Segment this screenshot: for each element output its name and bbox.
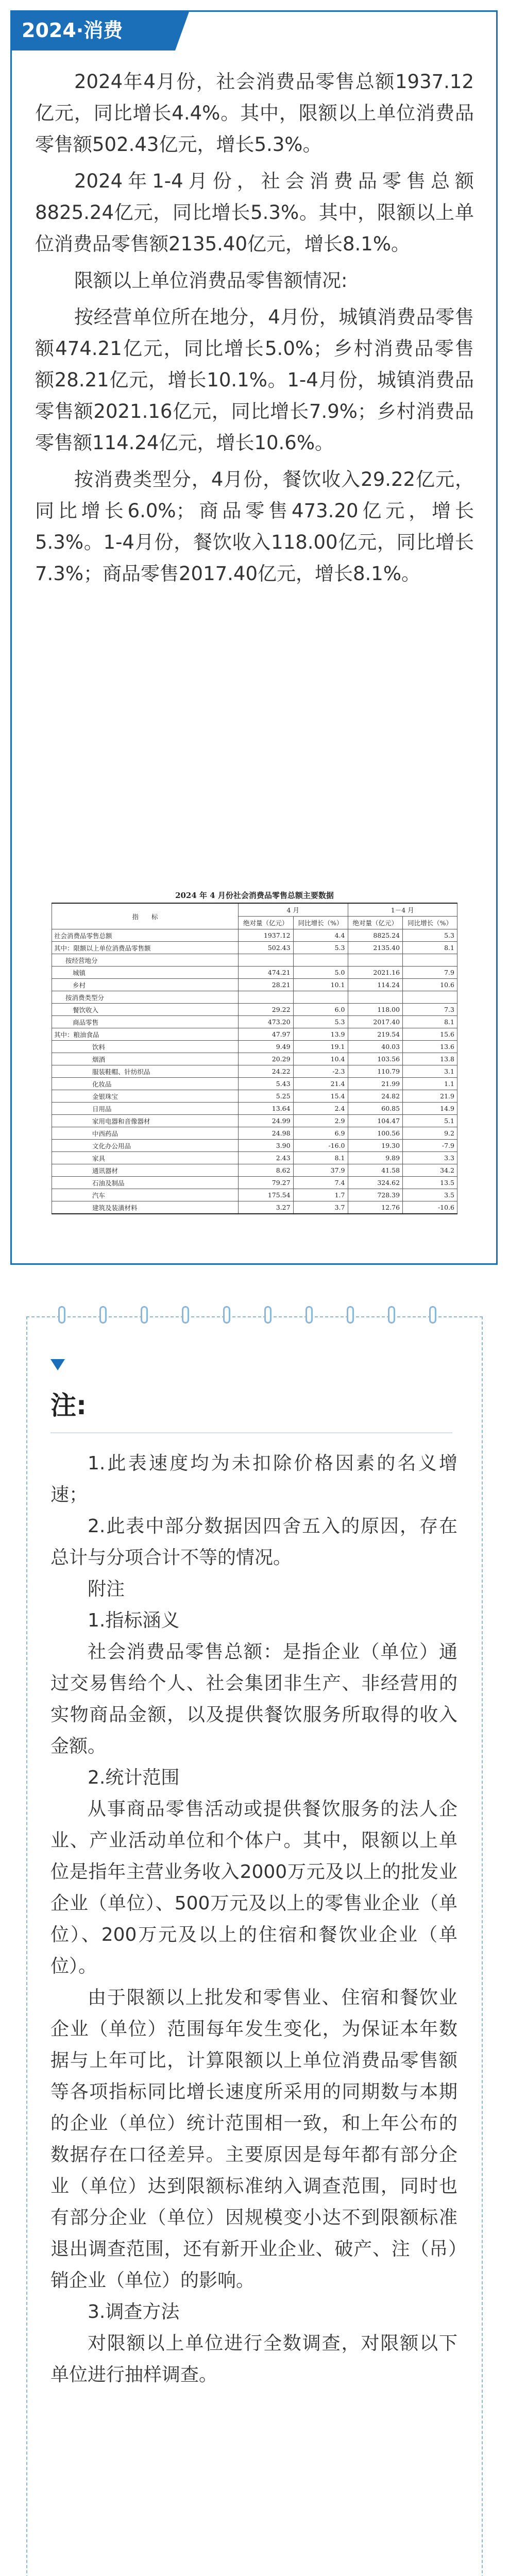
cell-value: 13.64 xyxy=(239,1103,294,1115)
cell-value: 6.0 xyxy=(293,1004,348,1016)
cell-value: 5.25 xyxy=(239,1090,294,1103)
cell-value: 2135.40 xyxy=(348,942,403,954)
cell-value: 118.00 xyxy=(348,1004,403,1016)
cell-value: 60.85 xyxy=(348,1103,403,1115)
cell-value: 502.43 xyxy=(239,942,294,954)
row-label: 服装鞋帽、针纺织品 xyxy=(52,1065,239,1078)
row-label: 饮料 xyxy=(52,1041,239,1053)
table-row xyxy=(52,1127,457,1140)
binder-ring xyxy=(388,1306,395,1324)
note-paragraph: 从事商品零售活动或提供餐饮服务的法人企业、产业活动单位和个体户。其中，限额以上单位是指年主营业务收入2000万元及以上的批发业企业（单位）、500万元及以上的零售业企业（单位）、200万元及以上的住宿和餐饮业企业（单位）。 xyxy=(50,1799,457,1977)
row-label: 烟酒 xyxy=(52,1053,239,1065)
cell-value: 8.1 xyxy=(403,1016,457,1028)
paragraph: 2024年1-4月份，社会消费品零售总额8825.24亿元，同比增长5.3%。其中，限额以上单位消费品零售额2135.40亿元，增长8.1%。 xyxy=(35,170,474,255)
cell-value: 473.20 xyxy=(239,1016,294,1028)
cell-value xyxy=(348,954,403,967)
cell-value: 14.9 xyxy=(403,1103,457,1115)
data-table xyxy=(52,903,457,1214)
note-title: 注: xyxy=(50,1391,87,1420)
cell-value xyxy=(239,991,294,1004)
row-label: 社会消费品零售总额 xyxy=(52,929,239,942)
cell-value: 10.4 xyxy=(293,1053,348,1065)
binder-ring xyxy=(99,1306,107,1324)
cell-value: 21.99 xyxy=(348,1078,403,1090)
cell-value: 15.6 xyxy=(403,1028,457,1041)
row-label: 文化办公用品 xyxy=(52,1140,239,1152)
note-paragraph: 1.此表速度均为未扣除价格因素的名义增速； xyxy=(50,1453,457,1505)
cell-value: 1.1 xyxy=(403,1078,457,1090)
cell-value: 324.62 xyxy=(348,1177,403,1189)
note-paragraph: 3.调查方法 xyxy=(88,2301,180,2323)
cell-value: 5.43 xyxy=(239,1078,294,1090)
note-paragraph: 1.指标涵义 xyxy=(88,1610,180,1631)
cell-value: 8.1 xyxy=(403,942,457,954)
cell-value: 2021.16 xyxy=(348,967,403,979)
header-indicator: 指 标 xyxy=(52,903,239,929)
cell-value: -10.6 xyxy=(403,1201,457,1214)
cell-value: 24.22 xyxy=(239,1065,294,1078)
table-row xyxy=(52,1028,457,1041)
binder-ring xyxy=(223,1306,230,1324)
cell-value: 3.27 xyxy=(239,1201,294,1214)
table-row xyxy=(52,929,457,942)
binder-ring xyxy=(347,1306,354,1324)
cell-value: 19.30 xyxy=(348,1140,403,1152)
cell-value: -7.9 xyxy=(403,1140,457,1152)
cell-value: 7.9 xyxy=(403,967,457,979)
row-label: 日用品 xyxy=(52,1103,239,1115)
row-label: 其中：限额以上单位消费品零售额 xyxy=(52,942,239,954)
cell-value: 100.56 xyxy=(348,1127,403,1140)
row-label: 乡村 xyxy=(52,979,239,991)
row-label: 按经营地分 xyxy=(52,954,239,967)
cell-value: 9.49 xyxy=(239,1041,294,1053)
cell-value: 7.3 xyxy=(403,1004,457,1016)
row-label: 建筑及装潢材料 xyxy=(52,1201,239,1214)
divider xyxy=(50,1432,452,1433)
cell-value: 40.03 xyxy=(348,1041,403,1053)
row-label: 化妆品 xyxy=(52,1078,239,1090)
row-label: 餐饮收入 xyxy=(52,1004,239,1016)
cell-value: 2.4 xyxy=(293,1103,348,1115)
cell-value: 110.79 xyxy=(348,1065,403,1078)
cell-value: 41.58 xyxy=(348,1164,403,1177)
row-label: 家用电器和音像器材 xyxy=(52,1115,239,1127)
table-row xyxy=(52,1078,457,1090)
cell-value: 3.5 xyxy=(403,1189,457,1201)
triangle-marker-icon xyxy=(50,1359,65,1370)
cell-value: 7.4 xyxy=(293,1177,348,1189)
cell-value: 19.1 xyxy=(293,1041,348,1053)
table-row xyxy=(52,1065,457,1078)
cell-value: 8.1 xyxy=(293,1152,348,1164)
cell-value: 21.9 xyxy=(403,1090,457,1103)
row-label: 金银珠宝 xyxy=(52,1090,239,1103)
table-row xyxy=(52,1201,457,1214)
cell-value: 4.4 xyxy=(293,929,348,942)
header-month-4: 4 月 xyxy=(239,903,348,917)
cell-value: 5.1 xyxy=(403,1115,457,1127)
paragraph: 按消费类型分，4月份，餐饮收入29.22亿元，同比增长6.0%；商品零售473.20亿元，增长5.3%。1-4月份，餐饮收入118.00亿元，同比增长7.3%；商品零售2017.40亿元，增长8.1%。 xyxy=(35,468,474,585)
cell-value: 1.7 xyxy=(293,1189,348,1201)
note-paragraph: 2.此表中部分数据因四舍五入的原因，存在总计与分项合计不等的情况。 xyxy=(50,1516,457,1568)
table-row xyxy=(52,942,457,954)
data-table-figure xyxy=(52,888,457,1251)
cell-value: 29.22 xyxy=(239,1004,294,1016)
cell-value: 5.3 xyxy=(293,942,348,954)
header-abs: 绝对量（亿元） xyxy=(239,917,294,929)
binder-ring xyxy=(182,1306,189,1324)
note-body xyxy=(50,1448,457,2391)
cell-value: 13.8 xyxy=(403,1053,457,1065)
paragraph: 按经营单位所在地分，4月份，城镇消费品零售额474.21亿元，同比增长5.0%；乡村消费品零售额28.21亿元，增长10.1%。1-4月份，城镇消费品零售额2021.16亿元，同比增长7.9%；乡村消费品零售额114.24亿元，增长10.6%。 xyxy=(35,306,474,454)
table-row xyxy=(52,967,457,979)
cell-value xyxy=(293,954,348,967)
row-label: 汽车 xyxy=(52,1189,239,1201)
cell-value: 24.99 xyxy=(239,1115,294,1127)
binder-ring xyxy=(264,1306,272,1324)
cell-value: 15.4 xyxy=(293,1090,348,1103)
header-abs: 绝对量（亿元） xyxy=(348,917,403,929)
header-yoy: 同比增长（%） xyxy=(403,917,457,929)
cell-value: 2.9 xyxy=(293,1115,348,1127)
cell-value: 728.39 xyxy=(348,1189,403,1201)
cell-value: 2017.40 xyxy=(348,1016,403,1028)
header-month-1-4: 1－4 月 xyxy=(348,903,457,917)
cell-value: 6.9 xyxy=(293,1127,348,1140)
note-paragraph: 附注 xyxy=(88,1579,125,1600)
cell-value: 5.0 xyxy=(293,967,348,979)
binder-ring xyxy=(141,1306,148,1324)
cell-value: 103.56 xyxy=(348,1053,403,1065)
cell-value: 13.6 xyxy=(403,1041,457,1053)
row-label: 商品零售 xyxy=(52,1016,239,1028)
cell-value: 104.47 xyxy=(348,1115,403,1127)
cell-value: 12.76 xyxy=(348,1201,403,1214)
cell-value xyxy=(239,954,294,967)
header-yoy: 同比增长（%） xyxy=(293,917,348,929)
cell-value: 5.3 xyxy=(293,1016,348,1028)
paragraph: 2024年4月份，社会消费品零售总额1937.12亿元，同比增长4.4%。其中，限额以上单位消费品零售额502.43亿元，增长5.3%。 xyxy=(35,71,474,156)
cell-value: 13.5 xyxy=(403,1177,457,1189)
table-row xyxy=(52,1053,457,1065)
row-label: 城镇 xyxy=(52,967,239,979)
cell-value xyxy=(348,991,403,1004)
table-row xyxy=(52,1189,457,1201)
row-label: 家具 xyxy=(52,1152,239,1164)
cell-value xyxy=(403,954,457,967)
cell-value: 474.21 xyxy=(239,967,294,979)
table-row xyxy=(52,1177,457,1189)
row-label: 按消费类型分 xyxy=(52,991,239,1004)
cell-value: 79.27 xyxy=(239,1177,294,1189)
row-label: 通讯器材 xyxy=(52,1164,239,1177)
binder-ring xyxy=(58,1306,65,1324)
cell-value: 10.1 xyxy=(293,979,348,991)
table-row xyxy=(52,1140,457,1152)
cell-value: 47.97 xyxy=(239,1028,294,1041)
cell-value: 13.9 xyxy=(293,1028,348,1041)
row-label: 石油及制品 xyxy=(52,1177,239,1189)
note-paragraph: 社会消费品零售总额：是指企业（单位）通过交易售给个人、社会集团非生产、非经营用的实物商品金额，以及提供餐饮服务所取得的收入金额。 xyxy=(50,1641,457,1757)
cell-value: 3.1 xyxy=(403,1065,457,1078)
section-body xyxy=(35,66,474,589)
cell-value: 219.54 xyxy=(348,1028,403,1041)
cell-value: 28.21 xyxy=(239,979,294,991)
table-row xyxy=(52,991,457,1004)
note-paragraph: 由于限额以上批发和零售业、住宿和餐饮业企业（单位）范围每年发生变化，为保证本年数据与上年可比，计算限额以上单位消费品零售额等各项指标同比增长速度所采用的同期数与本期的企业（单位）统计范围相一致，和上年公布的数据存在口径差异。主要原因是每年都有部分企业（单位）达到限额标准纳入调查范围，同时也有部分企业（单位）因规模变小达不到限额标准退出调查范围，还有新开业企业、破产、注（吊）销企业（单位）的影响。 xyxy=(50,1987,457,2291)
table-row xyxy=(52,1041,457,1053)
note-paragraph: 2.统计范围 xyxy=(88,1767,180,1788)
table-row xyxy=(52,1164,457,1177)
cell-value: 9.89 xyxy=(348,1152,403,1164)
cell-value: 3.90 xyxy=(239,1140,294,1152)
row-label: 中西药品 xyxy=(52,1127,239,1140)
note-paragraph: 对限额以上单位进行全数调查，对限额以下单位进行抽样调查。 xyxy=(50,2333,457,2385)
cell-value: 37.9 xyxy=(293,1164,348,1177)
cell-value: -16.0 xyxy=(293,1140,348,1152)
table-row xyxy=(52,1016,457,1028)
cell-value: 24.82 xyxy=(348,1090,403,1103)
cell-value: -2.3 xyxy=(293,1065,348,1078)
cell-value xyxy=(403,991,457,1004)
cell-value: 34.2 xyxy=(403,1164,457,1177)
binder-ring xyxy=(306,1306,313,1324)
cell-value: 24.98 xyxy=(239,1127,294,1140)
binder-ring xyxy=(429,1306,436,1324)
cell-value: 9.2 xyxy=(403,1127,457,1140)
table-row xyxy=(52,1004,457,1016)
table-row xyxy=(52,954,457,967)
cell-value: 175.54 xyxy=(239,1189,294,1201)
paragraph: 限额以上单位消费品零售额情况: xyxy=(74,269,348,292)
cell-value: 10.6 xyxy=(403,979,457,991)
table-row xyxy=(52,1152,457,1164)
row-label: 其中：粮油食品 xyxy=(52,1028,239,1041)
table-row xyxy=(52,1103,457,1115)
section-tag: 2024·消费 xyxy=(10,10,175,50)
table-title: 2024 年 4 月份社会消费品零售总额主要数据 xyxy=(175,891,334,900)
cell-value: 2.43 xyxy=(239,1152,294,1164)
cell-value: 20.29 xyxy=(239,1053,294,1065)
table-row xyxy=(52,1090,457,1103)
table-row xyxy=(52,1115,457,1127)
cell-value: 3.7 xyxy=(293,1201,348,1214)
cell-value: 5.3 xyxy=(403,929,457,942)
cell-value: 21.4 xyxy=(293,1078,348,1090)
cell-value: 8825.24 xyxy=(348,929,403,942)
cell-value: 1937.12 xyxy=(239,929,294,942)
cell-value: 8.62 xyxy=(239,1164,294,1177)
cell-value: 114.24 xyxy=(348,979,403,991)
table-row xyxy=(52,979,457,991)
cell-value xyxy=(293,991,348,1004)
cell-value: 3.3 xyxy=(403,1152,457,1164)
